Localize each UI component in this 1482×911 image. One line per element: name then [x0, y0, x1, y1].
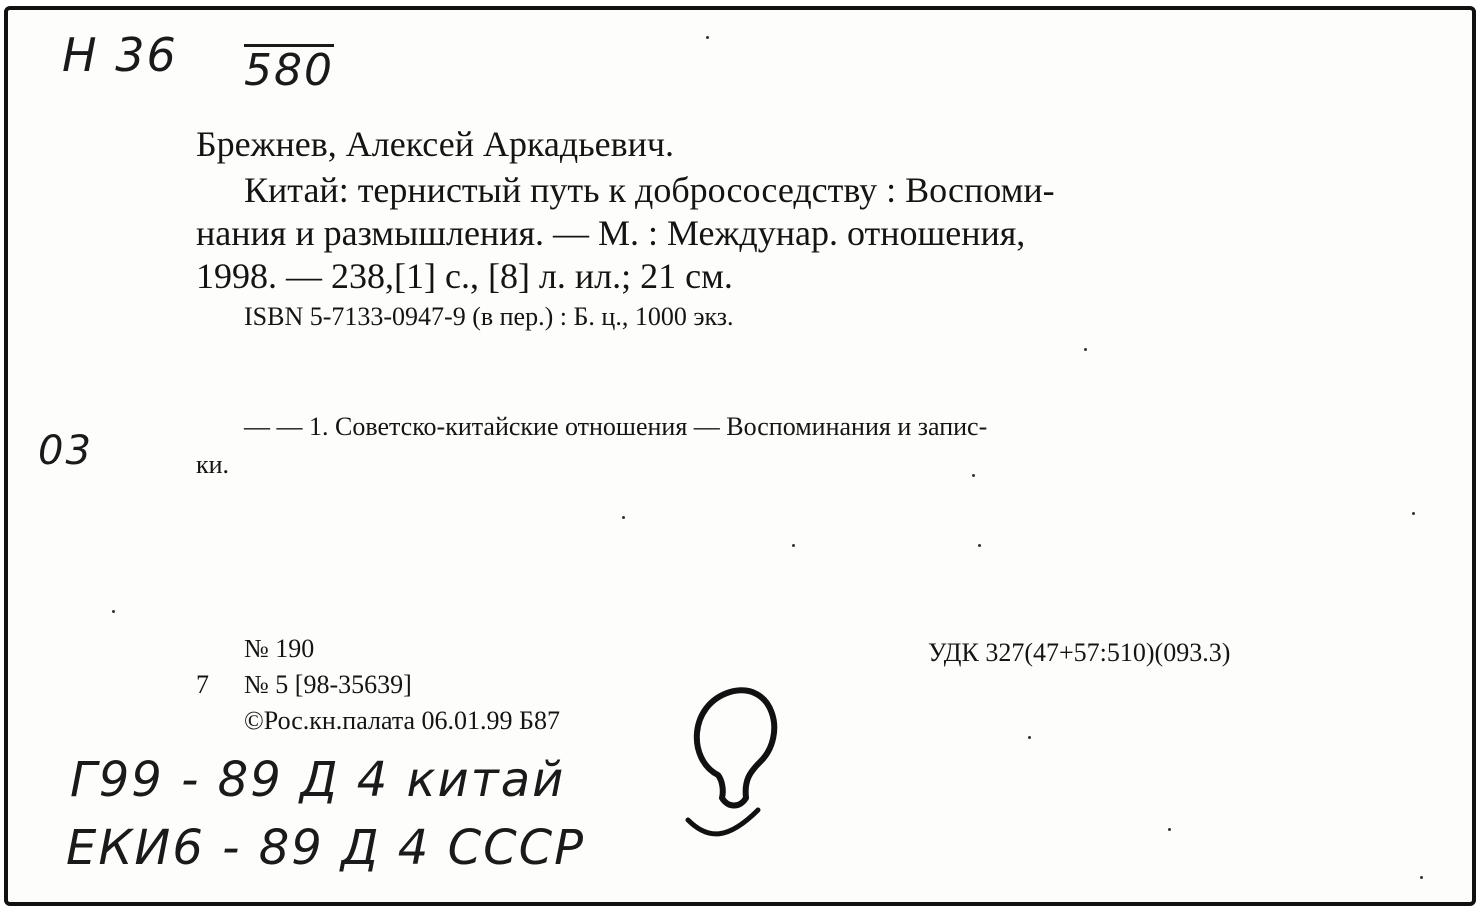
handwritten-shelf-number: 580	[244, 45, 334, 96]
title-line-1: Китай: тернистый путь к добрососедству : Воспоми-	[244, 170, 1055, 210]
udk-code: УДК 327(47+57:510)(093.3)	[928, 638, 1231, 667]
lightbulb-stamp-icon	[678, 680, 788, 845]
author-heading: Брежнев, Алексей Аркадьевич.	[196, 124, 674, 164]
card-number: № 190	[244, 634, 315, 663]
handwritten-note-line-1: Г99 - 89 Д 4 китай	[70, 752, 566, 808]
scan-speck	[978, 544, 981, 547]
subject-line-2: ки.	[196, 450, 230, 479]
subject-line-1: — — 1. Советско-китайские отношения — Воспоминания и запис-	[244, 412, 988, 441]
copyright-line: ©Рос.кн.палата 06.01.99 Б87	[244, 706, 560, 735]
scan-speck	[972, 474, 975, 477]
handwritten-shelf-mark: Н 36	[62, 28, 178, 82]
prefix-seven: 7	[196, 670, 209, 699]
handwritten-margin-note: 03	[38, 428, 93, 474]
scan-speck	[112, 610, 115, 613]
handwritten-note-line-2: ЕКИ6 - 89 Д 4 СССР	[66, 820, 586, 876]
scan-speck	[1084, 348, 1087, 351]
scan-speck	[622, 516, 625, 519]
registration-number: № 5 [98-35639]	[244, 670, 412, 699]
scan-speck	[1420, 876, 1423, 879]
isbn-line: ISBN 5-7133-0947-9 (в пер.) : Б. ц., 1000 экз.	[244, 302, 734, 331]
title-line-2: нания и размышления. — М. : Междунар. отношения,	[196, 213, 1026, 253]
title-line-3: 1998. — 238,[1] с., [8] л. ил.; 21 см.	[196, 256, 733, 296]
scan-speck	[1028, 736, 1031, 739]
scan-speck	[1412, 512, 1415, 515]
scan-speck	[1168, 828, 1171, 831]
scan-speck	[792, 544, 795, 547]
scan-speck	[706, 36, 709, 39]
